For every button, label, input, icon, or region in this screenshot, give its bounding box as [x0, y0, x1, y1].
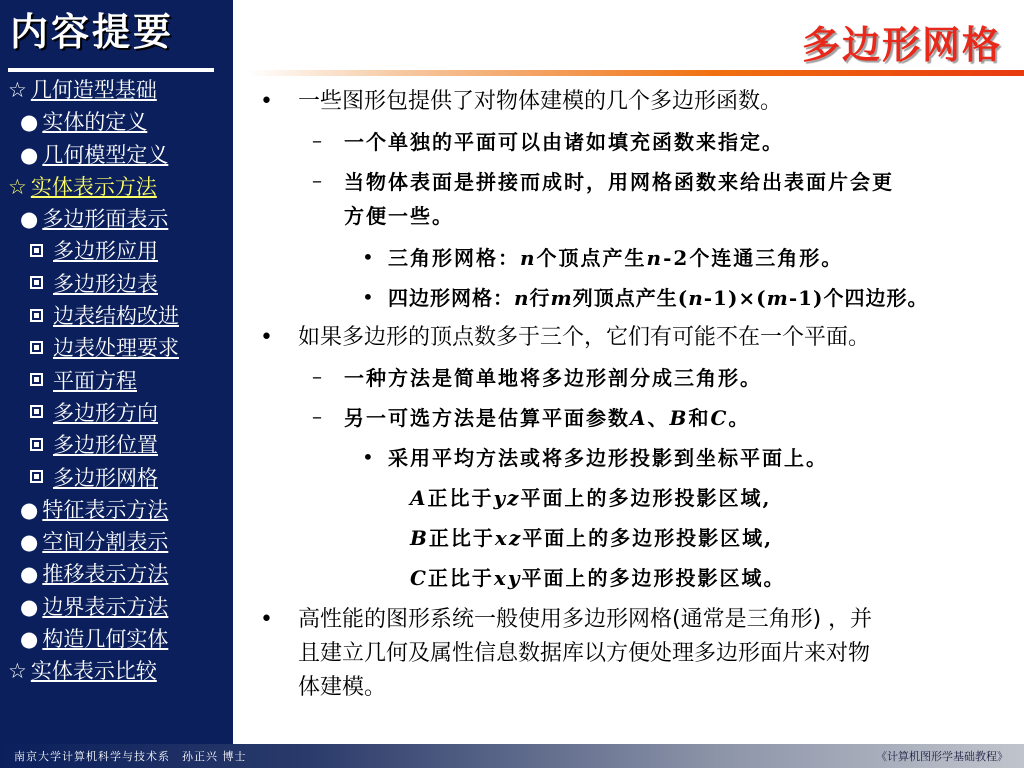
dot-icon: ● — [20, 142, 39, 167]
square-bullet-icon — [30, 276, 43, 289]
square-bullet-icon — [30, 309, 43, 322]
nav-item-solid-representation-methods[interactable]: ☆ 实体表示方法 — [8, 171, 230, 203]
nav-item-geometric-modeling-basics[interactable]: ☆ 几何造型基础 — [8, 74, 230, 106]
nav-item-constructive-solid-geometry[interactable]: ● 构造几何实体 — [8, 623, 230, 655]
triangle-mesh-text: 三角形网格：n个顶点产生n-2个连通三角形。 — [388, 246, 844, 270]
sidebar-nav — [8, 74, 230, 688]
nav-item-polygon-position[interactable]: 多边形位置 — [8, 429, 230, 461]
star-icon: ☆ — [8, 659, 27, 684]
dot-icon: ● — [20, 110, 39, 135]
sub-bullet-text: 一个单独的平面可以由诸如填充函数来指定。 — [344, 130, 784, 154]
nav-item-polygon-surface-representation[interactable]: ● 多边形面表示 — [8, 203, 230, 235]
bullet-text: 如果多边形的顶点数多于三个，它们有可能不在一个平面。 — [298, 325, 871, 350]
sidebar-divider — [8, 68, 214, 72]
sub-bullet-text: 另一可选方法是估算平面参数A、B和C。 — [344, 406, 751, 430]
dot-icon: ● — [20, 497, 39, 522]
bullet-text-continued: 且建立几何及属性信息数据库以方便处理多边形面片来对物 — [298, 641, 871, 666]
bullet-text: 一些图形包提供了对物体建模的几个多边形函数。 — [298, 89, 783, 114]
bullet-text: 高性能的图形系统一般使用多边形网格(通常是三角形) ，并 — [298, 607, 873, 632]
dot-icon: ● — [20, 530, 39, 555]
dot-icon: ● — [20, 594, 39, 619]
nav-item-representation-comparison[interactable]: ☆ 实体表示比较 — [8, 655, 230, 687]
bullet-icon: • — [260, 325, 273, 350]
square-bullet-icon — [30, 244, 43, 257]
nav-item-spatial-partitioning[interactable]: ● 空间分割表示 — [8, 526, 230, 558]
sidebar — [0, 0, 233, 744]
nav-item-plane-equation[interactable]: 平面方程 — [8, 365, 230, 397]
nav-item-edge-table-improvement[interactable]: 边表结构改进 — [8, 300, 230, 332]
dot-icon: ● — [20, 627, 39, 652]
sub-bullet-text: 一种方法是简单地将多边形剖分成三角形。 — [344, 366, 762, 390]
dash-icon: – — [312, 128, 322, 152]
nav-item-boundary-representation[interactable]: ● 边界表示方法 — [8, 591, 230, 623]
dash-icon: – — [312, 364, 322, 388]
dash-icon: – — [312, 404, 322, 428]
sub-bullet-text: 当物体表面是拼接而成时，用网格函数来给出表面片会更 — [344, 170, 894, 194]
footer-author: 南京大学计算机科学与技术系 孙正兴 博士 — [14, 750, 247, 763]
sub-bullet-text-continued: 方便一些。 — [344, 204, 454, 228]
bullet-icon: • — [362, 285, 374, 309]
star-icon: ☆ — [8, 174, 27, 199]
square-bullet-icon — [30, 373, 43, 386]
nav-item-sweep-representation[interactable]: ● 推移表示方法 — [8, 558, 230, 590]
square-bullet-icon — [30, 438, 43, 451]
square-bullet-icon — [30, 470, 43, 483]
projection-a-text: A正比于yz平面上的多边形投影区域, — [410, 486, 772, 510]
square-bullet-icon — [30, 405, 43, 418]
nav-item-feature-representation[interactable]: ● 特征表示方法 — [8, 494, 230, 526]
sub-sub-bullet-text: 采用平均方法或将多边形投影到坐标平面上。 — [388, 446, 828, 470]
dot-icon: ● — [20, 562, 39, 587]
projection-b-text: B正比于xz平面上的多边形投影区域, — [410, 526, 774, 550]
projection-c-text: C正比于xy平面上的多边形投影区域。 — [410, 566, 786, 590]
nav-item-polygon-orientation[interactable]: 多边形方向 — [8, 397, 230, 429]
slide-title: 多边形网格 — [801, 23, 1002, 67]
bullet-icon: • — [260, 607, 273, 632]
footer-book-title: 《计算机图形学基础教程》 — [876, 750, 1008, 763]
nav-item-solid-definition[interactable]: ● 实体的定义 — [8, 106, 230, 138]
dash-icon: – — [312, 168, 322, 192]
quad-mesh-text: 四边形网格：n行m列顶点产生(n-1)×(m-1)个四边形。 — [388, 286, 929, 310]
nav-item-polygon-edge-table[interactable]: 多边形边表 — [8, 268, 230, 300]
footer-bar — [0, 744, 1024, 768]
square-bullet-icon — [30, 341, 43, 354]
nav-item-edge-table-requirements[interactable]: 边表处理要求 — [8, 332, 230, 364]
bullet-text-continued: 体建模。 — [298, 675, 387, 700]
bullet-icon: • — [362, 245, 374, 269]
sidebar-title: 内容提要 — [10, 10, 175, 54]
title-rule — [248, 70, 1024, 76]
nav-item-geometric-model-definition[interactable]: ● 几何模型定义 — [8, 139, 230, 171]
nav-item-polygon-mesh[interactable]: 多边形网格 — [8, 462, 230, 494]
bullet-icon: • — [362, 445, 374, 469]
bullet-icon: • — [260, 89, 273, 114]
star-icon: ☆ — [8, 78, 27, 102]
nav-item-polygon-applications[interactable]: 多边形应用 — [8, 235, 230, 267]
dot-icon: ● — [20, 207, 39, 232]
